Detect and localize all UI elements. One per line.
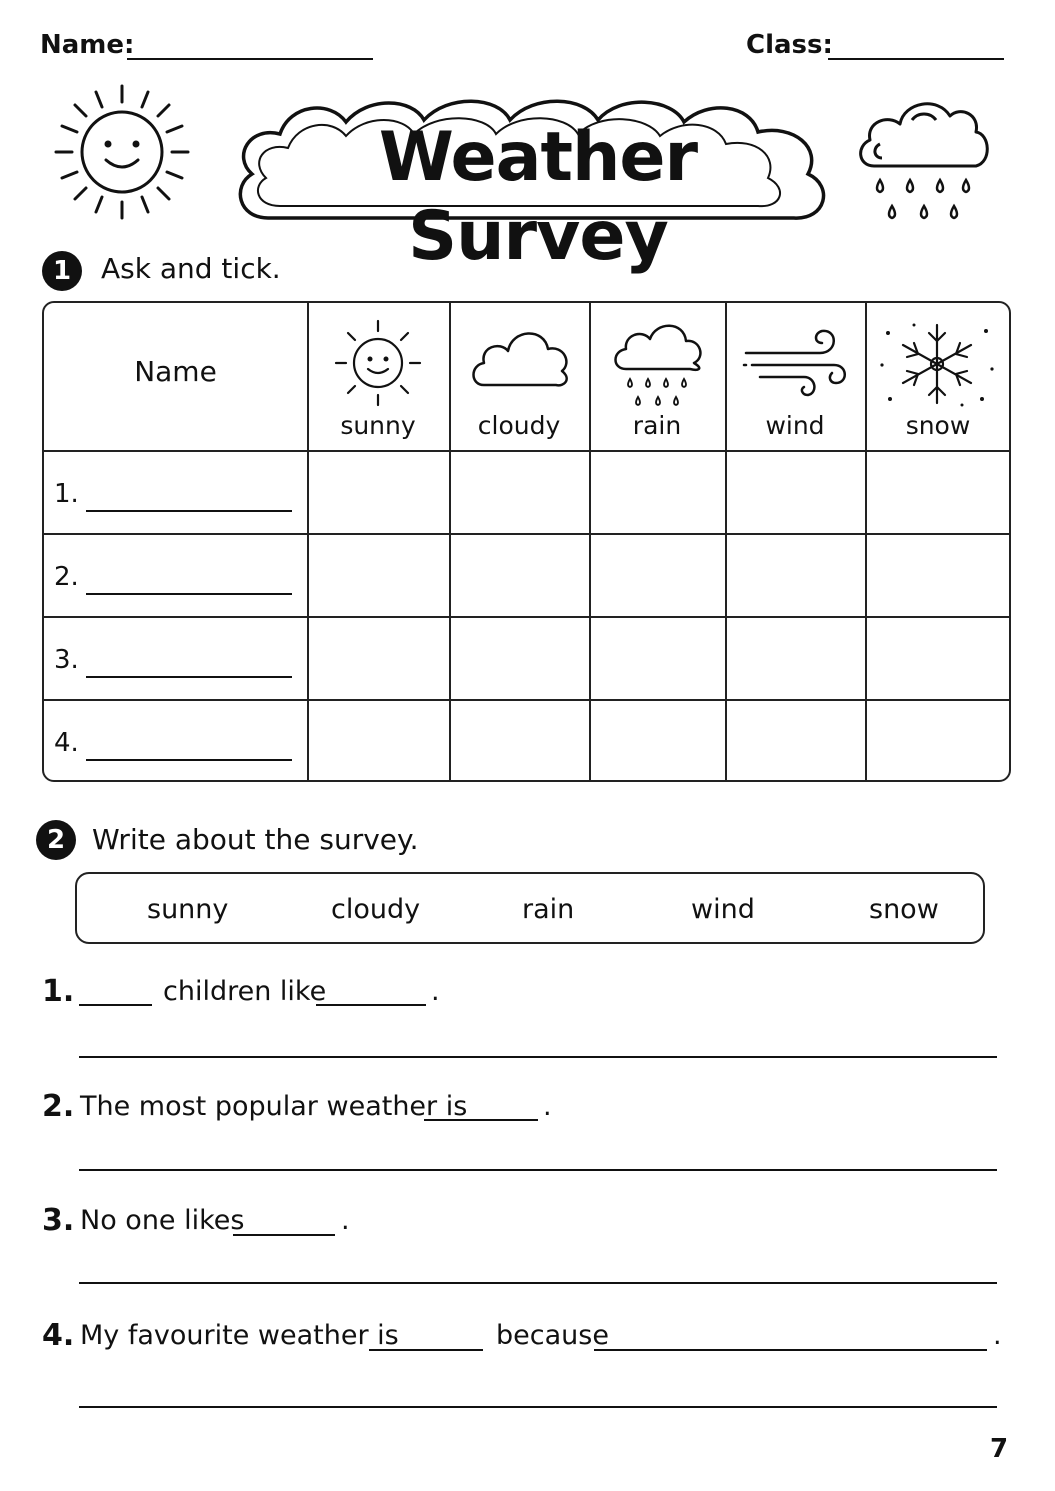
column-label-rain: rain <box>632 411 682 440</box>
question-text: No one likes <box>80 1205 245 1236</box>
name-column-header: Name <box>134 355 217 388</box>
wind-icon <box>742 323 852 403</box>
column-label-sunny: sunny <box>340 411 416 440</box>
answer-blank[interactable] <box>369 1349 483 1351</box>
name-label: Name: <box>40 30 135 60</box>
row-name-field[interactable] <box>86 676 292 678</box>
column-label-wind: wind <box>765 411 825 440</box>
question-number: 3. <box>42 1203 75 1238</box>
class-label: Class: <box>746 30 833 60</box>
section-1-title: Ask and tick. <box>101 252 281 285</box>
word-bank-item: rain <box>522 894 575 925</box>
word-bank <box>75 872 985 944</box>
name-field[interactable] <box>127 58 373 60</box>
sentence-period: . <box>543 1091 552 1122</box>
rain-cloud-icon <box>852 90 992 230</box>
row-name-field[interactable] <box>86 759 292 761</box>
word-bank-item: sunny <box>147 894 229 925</box>
section-1-number: 1 <box>42 251 82 291</box>
sentence-period: . <box>431 976 440 1007</box>
answer-blank[interactable] <box>233 1234 335 1236</box>
sentence-period: . <box>341 1205 350 1236</box>
answer-blank[interactable] <box>79 1004 152 1006</box>
question-text: The most popular weather is <box>80 1091 468 1122</box>
rain-icon <box>610 317 706 413</box>
page-number: 7 <box>990 1434 1009 1464</box>
column-label-cloudy: cloudy <box>477 411 561 440</box>
survey-table <box>42 301 1011 782</box>
row-number: 4. <box>54 728 79 758</box>
page-title: Weather Survey <box>378 118 698 276</box>
snowflake-icon <box>874 319 1000 409</box>
writing-line[interactable] <box>79 1056 997 1058</box>
question-text: children like <box>163 976 327 1007</box>
section-2-number: 2 <box>36 820 76 860</box>
writing-line[interactable] <box>79 1406 997 1408</box>
word-bank-item: snow <box>869 894 939 925</box>
cloudy-icon <box>468 321 572 393</box>
column-label-snow: snow <box>905 411 971 440</box>
sunny-icon <box>332 317 424 409</box>
answer-blank[interactable] <box>316 1004 426 1006</box>
section-2-title: Write about the survey. <box>92 823 419 856</box>
class-field[interactable] <box>828 58 1004 60</box>
question-number: 2. <box>42 1089 75 1124</box>
row-name-field[interactable] <box>86 510 292 512</box>
answer-blank[interactable] <box>594 1349 987 1351</box>
question-text: My favourite weather is <box>80 1320 399 1351</box>
question-text-because: because <box>496 1320 609 1351</box>
sentence-period: . <box>993 1320 1002 1351</box>
row-number: 3. <box>54 645 79 675</box>
row-number: 2. <box>54 562 79 592</box>
row-name-field[interactable] <box>86 593 292 595</box>
writing-line[interactable] <box>79 1282 997 1284</box>
row-number: 1. <box>54 479 79 509</box>
word-bank-item: wind <box>691 894 755 925</box>
sun-icon <box>50 80 195 225</box>
writing-line[interactable] <box>79 1169 997 1171</box>
word-bank-item: cloudy <box>331 894 421 925</box>
question-number: 1. <box>42 974 75 1009</box>
question-number: 4. <box>42 1318 75 1353</box>
answer-blank[interactable] <box>424 1119 538 1121</box>
